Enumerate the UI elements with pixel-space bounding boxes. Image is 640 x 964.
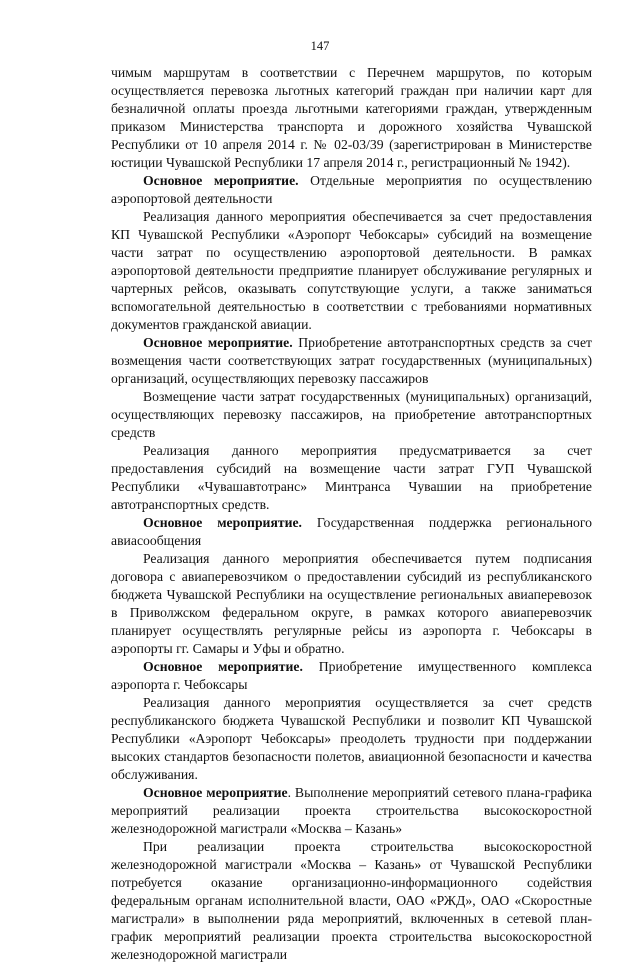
paragraph <box>111 64 592 172</box>
paragraph-text: Приобретение имущественного комплекса аэропорта г. Чебоксары <box>111 659 593 692</box>
paragraph-text: Реализация данного мероприятия предусматривается за счет предоставления субсидий на возмещение части затрат ГУП Чувашской Республики «Чувашавтотранс» Минтранса Чувашии на приобретение автотранспортных средств. <box>111 443 592 512</box>
paragraph <box>111 550 592 658</box>
paragraph-text: Реализация данного мероприятия обеспечивается за счет предоставления КП Чувашской Республики «Аэропорт Чебоксары» субсидий на возмещение части затрат по осуществлению аэропортовой деятельности. В рамках аэропортовой деятельности предприятие планирует обслуживание регулярных и чартерных рейсов, оказывать сопутствующие услуги, а также заниматься вспомогательной деятельностью в соответствии с требованиями нормативных документов гражданской авиации. <box>111 209 592 332</box>
paragraph-bold: Основное мероприятие. <box>143 659 303 674</box>
body-text <box>111 64 592 964</box>
paragraph <box>111 838 592 964</box>
paragraph <box>111 388 592 442</box>
paragraph <box>111 694 592 784</box>
paragraph-text: . Выполнение мероприятий сетевого плана-графика мероприятий реализации проекта строительства высокоскоростной железнодорожной магистрали «Москва – Казань» <box>111 785 592 836</box>
paragraph-text: Приобретение автотранспортных средств за счет возмещения части соответствующих затрат государственных (муниципальных) организаций, осуществляющих перевозку пассажиров <box>111 335 593 386</box>
paragraph-text: чимым маршрутам в соответствии с Перечнем маршрутов, по которым осуществляется перевозка льготных категорий граждан при наличии карт для безналичной оплаты проезда льготными категориями граждан, утвержденным приказом Министерства транспорта и дорожного хозяйства Чувашской Республики от 10 апреля 2014 г. № 02-03/39 (зарегистрирован в Министерстве юстиции Чувашской Республики 17 апреля 2014 г., регистрационный № 1942). <box>111 65 592 170</box>
paragraph-bold: Основное мероприятие. <box>143 173 299 188</box>
paragraph-heading <box>111 658 592 694</box>
paragraph-text: Отдельные мероприятия по осуществлению аэропортовой деятельности <box>111 173 592 206</box>
paragraph-bold: Основное мероприятие. <box>143 335 293 350</box>
paragraph-text: Реализация данного мероприятия осуществляется за счет средств республиканского бюджета Чувашской Республики и позволит КП Чувашской Республики «Аэропорт Чебоксары» преодолеть трудности при поддержании высоких стандартов безопасности полетов, авиационной безопасности и качества обслуживания. <box>111 695 592 782</box>
paragraph <box>111 208 592 334</box>
paragraph <box>111 442 592 514</box>
paragraph-bold: Основное мероприятие <box>143 785 288 800</box>
page-number: 147 <box>310 39 330 53</box>
paragraph-heading <box>111 784 592 838</box>
paragraph-text: При реализации проекта строительства высокоскоростной железнодорожной магистрали «Москва – Казань» от Чувашской Республики потребуется оказание организационно-информационного содействия федеральным органам исполнительной власти, ОАО «РЖД», ОАО «Скоростные магистрали» в выполнении ряда мероприятий, включенных в сетевой план-график мероприятий реализации проекта строительства высокоскоростной железнодорожной магистрали <box>111 839 592 962</box>
paragraph-heading <box>111 334 592 388</box>
paragraph-heading <box>111 514 592 550</box>
paragraph-heading <box>111 172 592 208</box>
paragraph-text: Реализация данного мероприятия обеспечивается путем подписания договора с авиаперевозчиком о предоставлении субсидий из республиканского бюджета Чувашской Республики на осуществление региональных авиаперевозок в Приволжском федеральном округе, в рамках которого авиаперевозчик планирует осуществлять регулярные рейсы из аэропорта г. Чебоксары в аэропорты гг. Самары и Уфы и обратно. <box>111 551 592 656</box>
paragraph-bold: Основное мероприятие. <box>143 515 302 530</box>
paragraph-text: Возмещение части затрат государственных (муниципальных) организаций, осуществляющих перевозку пассажиров, на приобретение автотранспортных средств <box>111 389 592 440</box>
paragraph-text: Государственная поддержка регионального авиасообщения <box>111 515 592 548</box>
